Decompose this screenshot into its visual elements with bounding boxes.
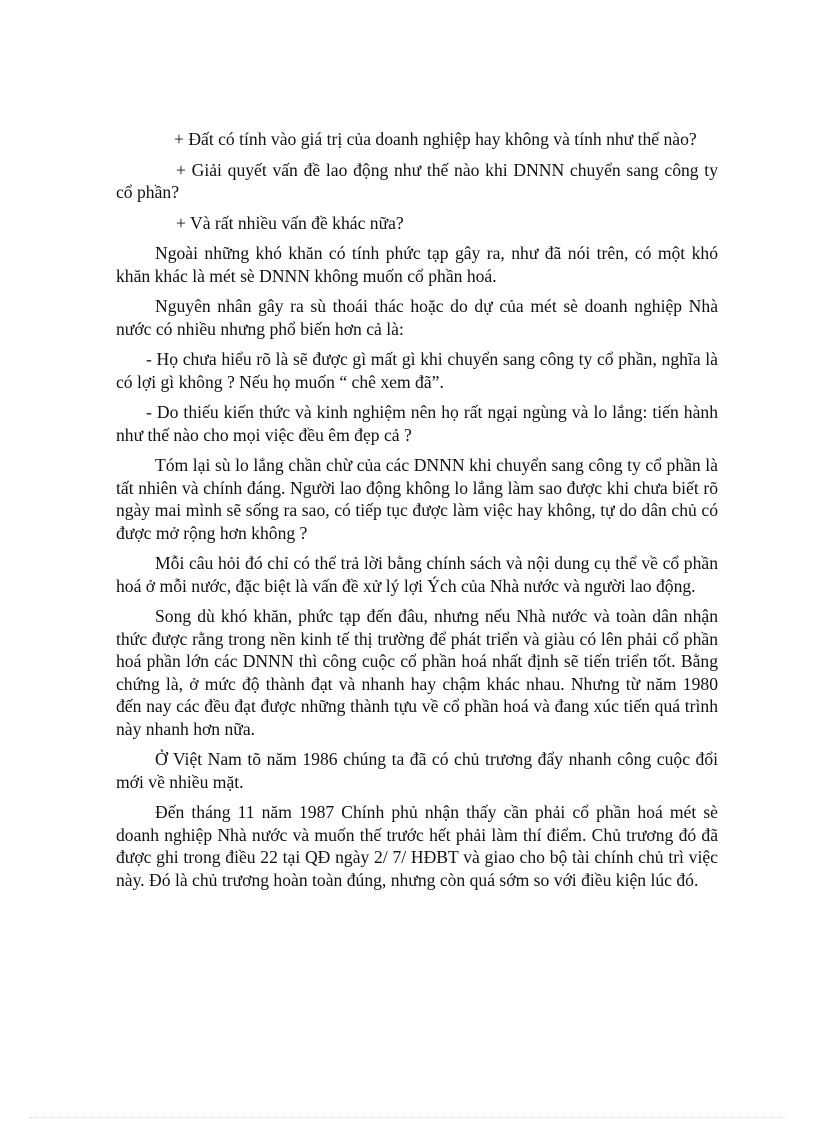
paragraph-cause-unclear-benefits: - Họ chưa hiểu rõ là sẽ được gì mất gì khi chuyển sang công ty cổ phần, nghĩa là có lợi gì không ? Nếu họ muốn “ chê xem đã”. xyxy=(116,349,718,392)
paragraph-vietnam-1986: Ở Việt Nam tõ năm 1986 chúng ta đã có chủ trương đẩy nhanh công cuộc đổi mới về nhiều mặt. xyxy=(116,749,718,792)
paragraph-land-valuation-question: + Đất có tính vào giá trị của doanh nghiệp hay không và tính như thế nào? xyxy=(174,129,697,149)
paragraph-policy-answers: Mỗi câu hỏi đó chỉ có thể trả lời bằng chính sách và nội dung cụ thể về cổ phần hoá ở mỗi nước, đặc biệt là vấn đề xử lý lợi Ých của Nhà nước và người lao động. xyxy=(116,553,718,596)
paragraph-causes-intro: Nguyên nhân gây ra sù thoái thác hoặc do dự của mét sè doanh nghiệp Nhà nước có nhiều nhưng phổ biến hơn cả là: xyxy=(116,296,718,339)
paragraph-reluctance: Ngoài những khó khăn có tính phức tạp gây ra, như đã nói trên, có một khó khăn khác là mét sè DNNN không muốn cổ phần hoá. xyxy=(116,243,718,286)
page-bottom-divider xyxy=(30,1117,786,1118)
paragraph-vietnam-1987: Đến tháng 11 năm 1987 Chính phủ nhận thấy cần phải cổ phần hoá mét sè doanh nghiệp Nhà nước và muốn thế trước hết phải làm thí điểm. Chủ trương đó đã được ghi trong điều 22 tại QĐ ngày 2/ 7/ HĐBT và giao cho bộ tài chính chủ trì việc này. Đó là chủ trương hoàn toàn đúng, nhưng còn quá sớm so với điều kiện lúc đó. xyxy=(116,802,718,890)
paragraph-labor-question: + Giải quyết vấn đề lao động như thế nào khi DNNN chuyển sang công ty cổ phần? xyxy=(116,159,718,202)
paragraph-other-issues: + Và rất nhiều vấn đề khác nữa? xyxy=(176,212,404,233)
paragraph-progress: Song dù khó khăn, phức tạp đến đâu, nhưng nếu Nhà nước và toàn dân nhận thức được rằng trong nền kinh tế thị trường để phát triển và giàu có lên phải cổ phần hoá phần lớn các DNNN thì công cuộc cổ phần hoá nhất định sẽ tiến triển tốt. Bằng chứng là, ở mức độ thành đạt và nhanh hay chậm khác nhau. Nhưng từ năm 1980 đến nay các đều đạt được những thành tựu về cổ phần hoá và đang xúc tiến quá trình này nhanh hơn nữa. xyxy=(116,606,718,739)
paragraph-summary-hesitation: Tóm lại sù lo lắng chần chừ của các DNNN khi chuyển sang công ty cổ phần là tất nhiên và chính đáng. Người lao động không lo lắng làm sao được khi chưa biết rõ ngày mai mình sẽ sống ra sao, có tiếp tục được làm việc hay không, tự do dân chủ có được mở rộng hơn không ? xyxy=(116,455,718,543)
paragraph-cause-lack-knowledge: - Do thiếu kiến thức và kinh nghiệm nên họ rất ngại ngùng và lo lắng: tiến hành như thế nào cho mọi việc đều êm đẹp cả ? xyxy=(116,402,718,445)
document-page xyxy=(116,128,718,899)
